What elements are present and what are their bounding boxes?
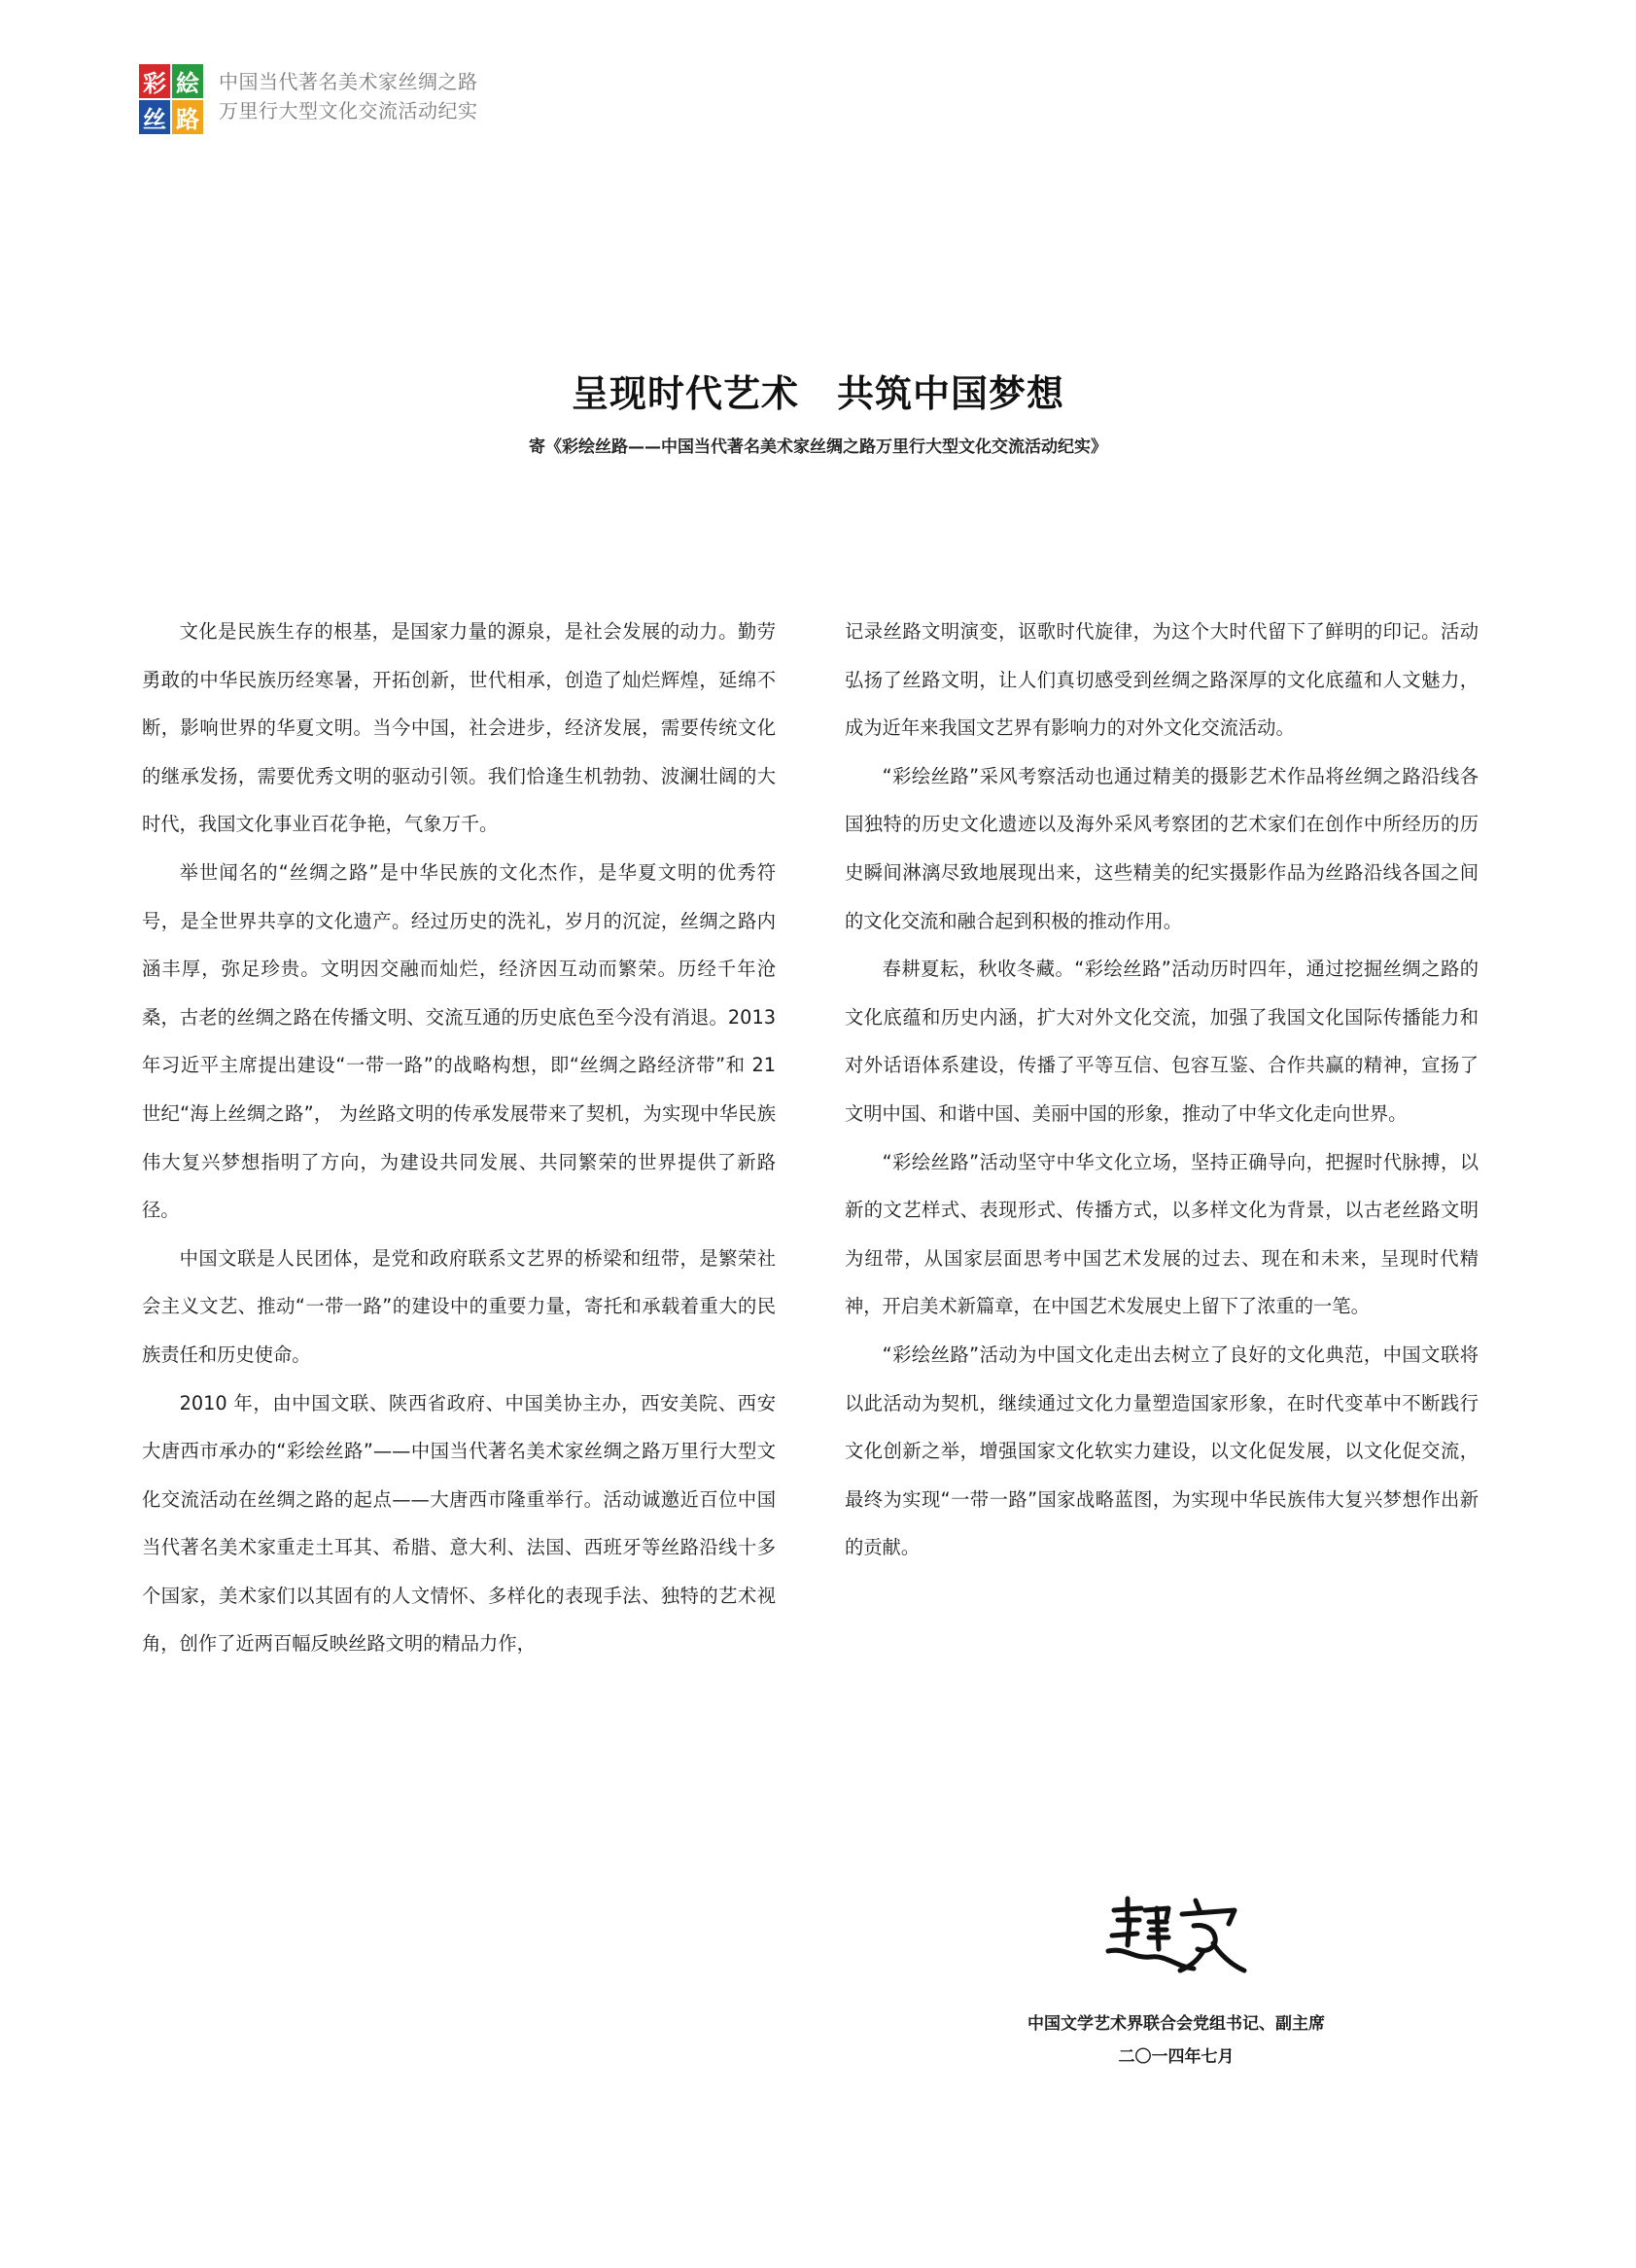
- right-column: [845, 608, 1479, 1572]
- logo-cell-1: 彩: [139, 64, 170, 98]
- article-subtitle: 寄《彩绘丝路——中国当代著名美术家丝绸之路万里行大型文化交流活动纪实》: [529, 437, 1107, 457]
- paragraph: “彩绘丝路”活动坚守中华文化立场，坚持正确导向，把握时代脉搏，以新的文艺样式、表现形式、传播方式，以多样文化为背景，以古老丝路文明为纽带，从国家层面思考中国艺术发展的过去、现在和未来，呈现时代精神，开启美术新篇章，在中国艺术发展史上留下了浓重的一笔。: [845, 1150, 1479, 1318]
- signatory-title: 中国文学艺术界联合会党组书记、副主席: [1027, 2014, 1325, 2034]
- paragraph: “彩绘丝路”活动为中国文化走出去树立了良好的文化典范，中国文联将以此活动为契机，继续通过文化力量塑造国家形象，在时代变革中不断践行文化创新之举，增强国家文化软实力建设，以文化促发展，以文化促交流，最终为实现“一带一路”国家战略蓝图，为实现中华民族伟大复兴梦想作出新的贡献。: [845, 1343, 1479, 1559]
- logo-cell-4: 路: [172, 100, 203, 134]
- paragraph: 文化是民族生存的根基，是国家力量的源泉，是社会发展的动力。勤劳勇敢的中华民族历经寒暑，开拓创新，世代相承，创造了灿烂辉煌，延绵不断，影响世界的华夏文明。当今中国，社会进步，经济发展，需要传统文化的继承发扬，需要优秀文明的驱动引领。我们恰逢生机勃勃、波澜壮阔的大时代，我国文化事业百花争艳，气象万千。: [142, 620, 776, 836]
- page-header: [139, 64, 478, 133]
- series-title-line2: 万里行大型文化交流活动纪实: [219, 99, 478, 122]
- paragraph: 记录丝路文明演变，讴歌时代旋律，为这个大时代留下了鲜明的印记。活动弘扬了丝路文明，让人们真切感受到丝绸之路深厚的文化底蕴和人文魅力，成为近年来我国文艺界有影响力的对外文化交流活动。: [845, 620, 1479, 740]
- series-title-line1: 中国当代著名美术家丝绸之路: [219, 70, 478, 93]
- paragraph: 中国文联是人民团体，是党和政府联系文艺界的桥梁和纽带，是繁荣社会主义文艺、推动“一带一路”的建设中的重要力量，寄托和承载着重大的民族责任和历史使命。: [142, 1246, 776, 1366]
- handwritten-signature: [1098, 1889, 1254, 1981]
- series-logo: [139, 64, 203, 133]
- article-title: 呈现时代艺术 共筑中国梦想: [571, 372, 1064, 415]
- signature-date: 二〇一四年七月: [1118, 2047, 1235, 2067]
- left-column: [142, 608, 776, 1668]
- paragraph: 举世闻名的“丝绸之路”是中华民族的文化杰作，是华夏文明的优秀符号，是全世界共享的文化遗产。经过历史的洗礼，岁月的沉淀，丝绸之路内涵丰厚，弥足珍贵。文明因交融而灿烂，经济因互动而繁荣。历经千年沧桑，古老的丝绸之路在传播文明、交流互通的历史底色至今没有消退。2013 年习近平主席提出建设“一带一路”的战略构想，即“丝绸之路经济带”和 21 世纪“海上丝绸之路”， 为丝路文明的传承发展带来了契机，为实现中华民族伟大复兴梦想指明了方向，为建设共同发展、共同繁荣的世界提供了新路径。: [142, 860, 776, 1222]
- paragraph: 2010 年，由中国文联、陕西省政府、中国美协主办，西安美院、西安大唐西市承办的“彩绘丝路”——中国当代著名美术家丝绸之路万里行大型文化交流活动在丝绸之路的起点——大唐西市隆重举行。活动诚邀近百位中国当代著名美术家重走土耳其、希腊、意大利、法国、西班牙等丝路沿线十多个国家，美术家们以其固有的人文情怀、多样化的表现手法、独特的艺术视角，创作了近两百幅反映丝路文明的精品力作，: [142, 1391, 776, 1656]
- logo-cell-3: 丝: [139, 100, 170, 134]
- paragraph: 春耕夏耘，秋收冬藏。“彩绘丝路”活动历时四年，通过挖掘丝绸之路的文化底蕴和历史内涵，扩大对外文化交流，加强了我国文化国际传播能力和对外话语体系建设，传播了平等互信、包容互鉴、合作共赢的精神，宣扬了文明中国、和谐中国、美丽中国的形象，推动了中华文化走向世界。: [845, 958, 1479, 1125]
- paragraph: “彩绘丝路”采风考察活动也通过精美的摄影艺术作品将丝绸之路沿线各国独特的历史文化遗迹以及海外采风考察团的艺术家们在创作中所经历的历史瞬间淋漓尽致地展现出来，这些精美的纪实摄影作品为丝路沿线各国之间的文化交流和融合起到积极的推动作用。: [845, 764, 1479, 932]
- series-title: [219, 67, 478, 125]
- logo-cell-2: 絵: [172, 64, 203, 98]
